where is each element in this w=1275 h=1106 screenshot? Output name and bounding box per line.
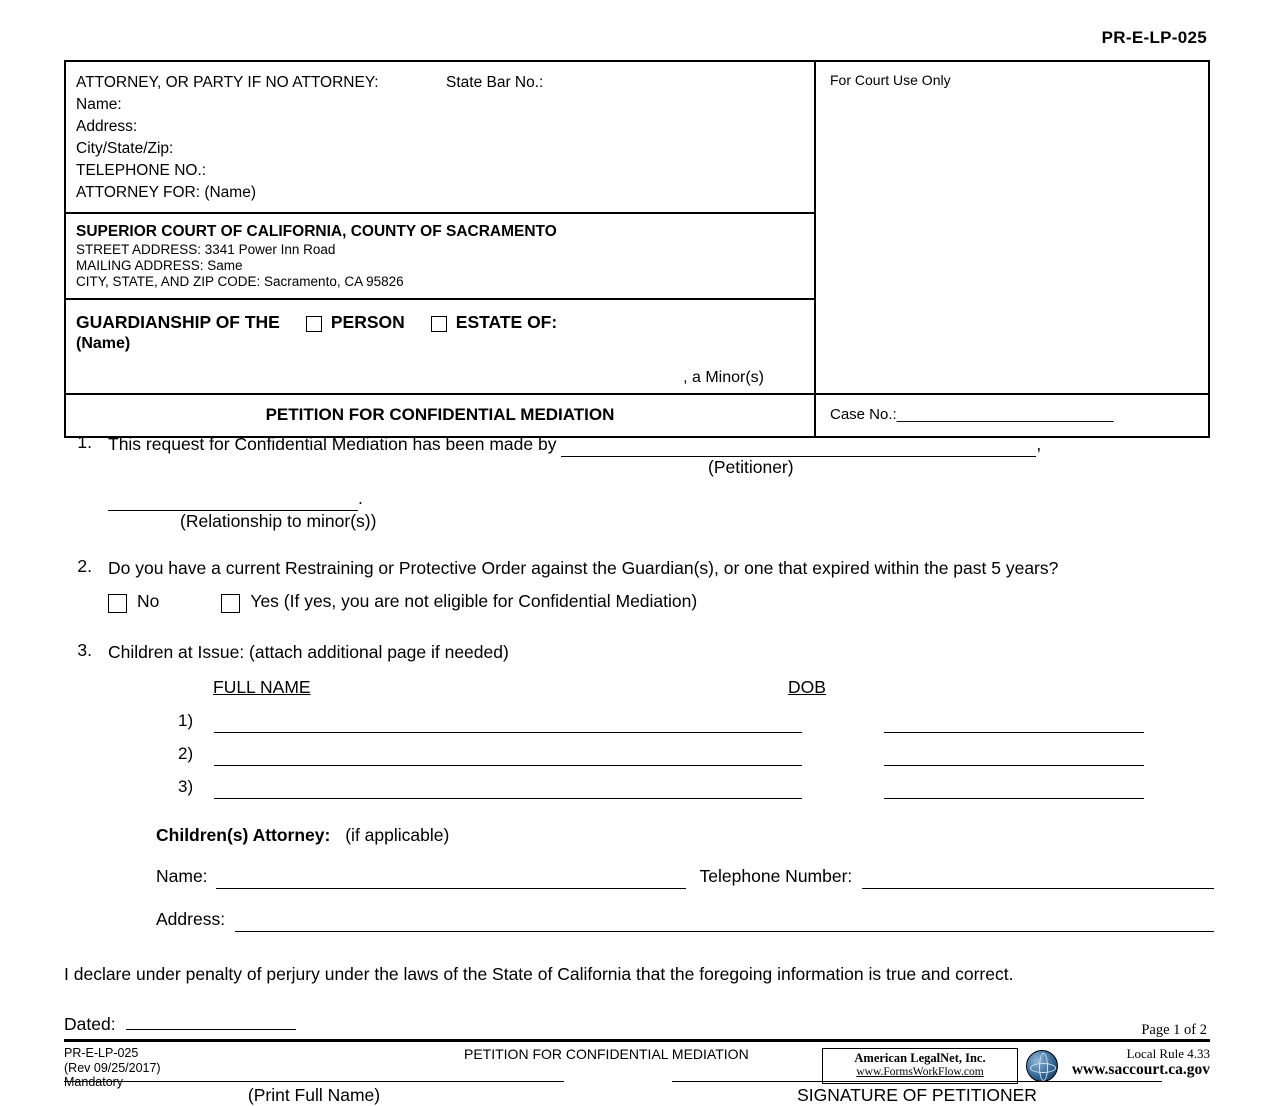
estate-label: ESTATE OF: bbox=[455, 312, 558, 332]
table-row bbox=[108, 774, 1214, 799]
dated-label: Dated: bbox=[64, 1014, 116, 1034]
checkbox-estate[interactable] bbox=[431, 316, 447, 332]
item-3 bbox=[64, 640, 1214, 932]
attorney-address-input[interactable] bbox=[235, 913, 1214, 932]
item-1 bbox=[64, 432, 1214, 534]
item-2-text: Do you have a current Restraining or Protective Order against the Guardian(s), or one that expired within the past 5 years? bbox=[108, 558, 1059, 578]
caption-upper-row bbox=[66, 62, 1208, 393]
field-city-state-zip-label: City/State/Zip: bbox=[76, 140, 174, 157]
childrens-attorney-address-row bbox=[108, 907, 1214, 932]
field-telephone-label: TELEPHONE NO.: bbox=[76, 162, 207, 179]
table-row bbox=[108, 708, 1214, 733]
attorney-telephone-label: Telephone Number: bbox=[699, 866, 853, 886]
footer-title: PETITION FOR CONFIDENTIAL MEDIATION bbox=[464, 1046, 749, 1062]
guardianship-block bbox=[66, 300, 814, 393]
item-2-number: 2. bbox=[77, 556, 92, 576]
childrens-attorney-name-row bbox=[108, 864, 1214, 889]
caption-left-column bbox=[66, 62, 816, 393]
field-attorney-for-label: ATTORNEY FOR: (Name) bbox=[76, 184, 256, 201]
footer-website[interactable]: www.saccourt.ca.gov bbox=[1071, 1061, 1210, 1078]
globe-icon bbox=[1026, 1050, 1058, 1082]
court-city-state-zip: CITY, STATE, AND ZIP CODE: Sacramento, CA 95826 bbox=[76, 274, 404, 289]
footer-right-block bbox=[1072, 1046, 1210, 1078]
child-name-input-1[interactable] bbox=[214, 714, 802, 733]
answer-yes-label: Yes (If yes, you are not eligible for Confidential Mediation) bbox=[250, 591, 698, 611]
item-1-number: 1. bbox=[77, 432, 92, 452]
form-number-top: PR-E-LP-025 bbox=[1101, 28, 1207, 47]
legalnet-name: American LegalNet, Inc. bbox=[854, 1051, 986, 1065]
item-2-answers bbox=[108, 589, 1214, 614]
answer-no-label: No bbox=[137, 591, 160, 611]
page-of-label: Page 1 of 2 bbox=[1141, 1022, 1207, 1038]
footer-left-block bbox=[64, 1046, 161, 1090]
item-2 bbox=[64, 556, 1214, 614]
row-number: 1) bbox=[178, 711, 194, 730]
attorney-block bbox=[66, 62, 814, 214]
item-3-text: Children at Issue: (attach additional page if needed) bbox=[108, 642, 509, 662]
field-name-label: Name: bbox=[76, 96, 122, 113]
item-3-number: 3. bbox=[77, 640, 92, 660]
state-bar-label: State Bar No.: bbox=[446, 74, 544, 91]
attorney-name-input[interactable] bbox=[216, 870, 686, 889]
case-number-field[interactable]: Case No.:__________________________ bbox=[830, 406, 1114, 423]
declaration-text: I declare under penalty of perjury under the laws of the State of California that the foregoing information is true and correct. bbox=[64, 964, 1014, 984]
footer-mandatory: Mandatory bbox=[64, 1075, 124, 1089]
child-name-input-2[interactable] bbox=[214, 747, 802, 766]
footer-divider bbox=[64, 1039, 1210, 1042]
attorney-header-row bbox=[76, 72, 804, 94]
minor-label: , a Minor(s) bbox=[683, 369, 764, 386]
footer bbox=[64, 1044, 1210, 1094]
attorney-header-label: ATTORNEY, OR PARTY IF NO ATTORNEY: bbox=[76, 74, 379, 91]
court-mailing-address: MAILING ADDRESS: Same bbox=[76, 258, 243, 273]
form-body bbox=[64, 432, 1214, 1106]
court-use-column bbox=[816, 62, 1208, 393]
column-header-full-name: FULL NAME bbox=[213, 677, 311, 697]
checkbox-person[interactable] bbox=[306, 316, 322, 332]
column-header-dob: DOB bbox=[788, 677, 826, 697]
guardianship-label: GUARDIANSHIP OF THE bbox=[76, 312, 280, 332]
childrens-attorney-heading-row bbox=[108, 823, 1214, 848]
item-1-period: . bbox=[358, 488, 363, 508]
child-dob-input-3[interactable] bbox=[884, 780, 1144, 799]
checkbox-no[interactable] bbox=[108, 594, 127, 613]
legalnet-stamp bbox=[822, 1048, 1018, 1084]
footer-revision: (Rev 09/25/2017) bbox=[64, 1060, 161, 1075]
caption-box bbox=[64, 60, 1210, 438]
row-number: 2) bbox=[178, 744, 194, 763]
attorney-name-label: Name: bbox=[156, 866, 208, 886]
childrens-attorney-heading: Children(s) Attorney: bbox=[156, 825, 331, 845]
checkbox-yes[interactable] bbox=[221, 594, 240, 613]
petitioner-input-line[interactable] bbox=[561, 439, 1036, 457]
child-dob-input-2[interactable] bbox=[884, 747, 1144, 766]
court-block bbox=[66, 214, 814, 300]
item-2-content bbox=[108, 556, 1214, 614]
item-1-text: This request for Confidential Mediation has been made by bbox=[108, 434, 557, 454]
signature-label: SIGNATURE OF PETITIONER bbox=[797, 1085, 1037, 1105]
table-row bbox=[108, 741, 1214, 766]
person-label: PERSON bbox=[330, 312, 405, 332]
childrens-attorney-note: (if applicable) bbox=[345, 825, 450, 845]
for-court-use-only-label: For Court Use Only bbox=[830, 72, 951, 88]
court-street-address: STREET ADDRESS: 3341 Power Inn Road bbox=[76, 242, 336, 257]
row-number: 3) bbox=[178, 777, 194, 796]
footer-local-rule: Local Rule 4.33 bbox=[1126, 1046, 1210, 1061]
item-1-comma: , bbox=[1036, 434, 1042, 454]
court-title: SUPERIOR COURT OF CALIFORNIA, COUNTY OF SACRAMENTO bbox=[76, 223, 557, 240]
attorney-address-label: Address: bbox=[156, 909, 226, 929]
petitioner-caption: (Petitioner) bbox=[708, 457, 794, 477]
guardianship-title-row bbox=[76, 312, 804, 333]
relationship-caption: (Relationship to minor(s)) bbox=[180, 511, 377, 531]
attorney-telephone-input[interactable] bbox=[862, 870, 1214, 889]
dated-row bbox=[64, 1012, 1214, 1035]
footer-form-number: PR-E-LP-025 bbox=[64, 1046, 139, 1060]
form-title: PETITION FOR CONFIDENTIAL MEDIATION bbox=[66, 395, 816, 436]
children-table-header bbox=[108, 675, 1214, 700]
child-name-input-3[interactable] bbox=[214, 780, 802, 799]
item-1-content bbox=[108, 432, 1214, 534]
legalnet-url[interactable]: www.FormsWorkFlow.com bbox=[856, 1066, 984, 1078]
print-name-label: (Print Full Name) bbox=[247, 1085, 381, 1105]
field-address-label: Address: bbox=[76, 118, 138, 135]
form-title-row bbox=[66, 393, 1208, 436]
dated-input[interactable] bbox=[126, 1012, 296, 1030]
child-dob-input-1[interactable] bbox=[884, 714, 1144, 733]
item-3-content bbox=[108, 640, 1214, 932]
guardianship-name-label: (Name) bbox=[76, 335, 131, 352]
